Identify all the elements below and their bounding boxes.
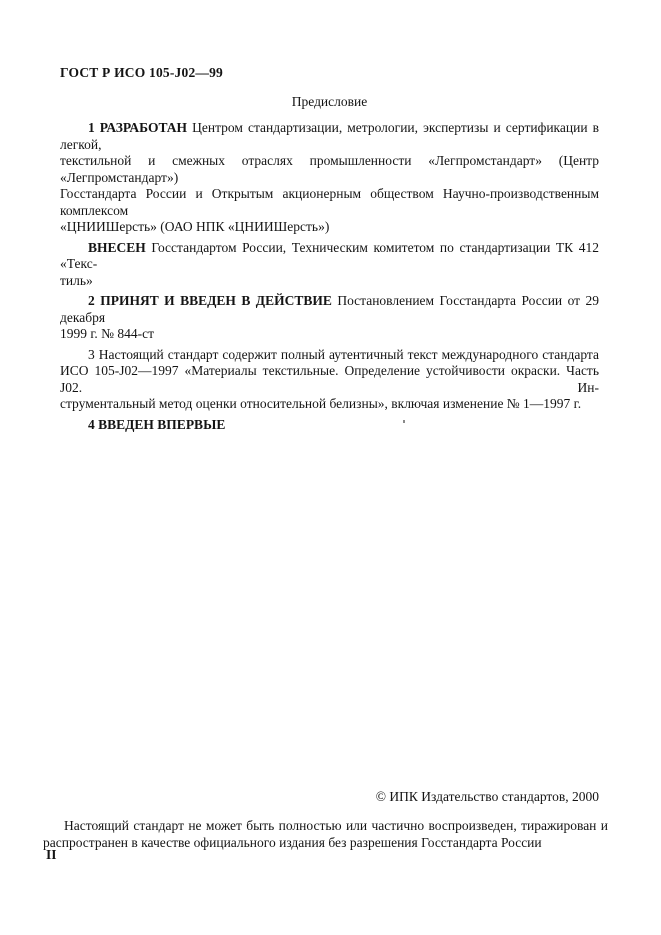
restriction-notice	[43, 818, 608, 851]
text-line	[60, 417, 599, 434]
text-line: Настоящий стандарт не может быть полностью или частично воспроизведен, тиражирован и	[64, 818, 608, 833]
text-line: тиль»	[60, 272, 93, 288]
text-line: распространен в качестве официального издания без разрешения Госстандарта России	[43, 834, 542, 850]
preface-content	[60, 120, 599, 433]
clause-lead: 4 ВВЕДЕН ВПЕРВЫЕ	[88, 416, 226, 432]
clause-contains	[60, 347, 599, 413]
text-line: «ЦНИИШерсть» (ОАО НПК «ЦНИИШерсть»)	[60, 219, 330, 234]
document-code: ГОСТ Р ИСО 105-J02—99	[60, 65, 223, 80]
text-line: текстильной и смежных отраслях промышленности «Легпромстандарт» (Центр «Легпромстандарт»)	[60, 153, 599, 185]
text-line	[60, 293, 599, 326]
text-line: 3 Настоящий стандарт содержит полный аутентичный текст международного стандарта	[88, 346, 599, 362]
scan-speck	[403, 420, 405, 423]
clause-lead: ВНЕСЕН	[88, 239, 146, 255]
copyright-line: © ИПК Издательство стандартов, 2000	[375, 789, 599, 804]
text-line	[60, 120, 599, 153]
clause-developed	[60, 120, 599, 236]
clause-lead: 1 РАЗРАБОТАН	[88, 120, 188, 135]
text-run: Центром стандартизации, метрологии, экспертизы и сертификации в легкой,	[60, 120, 599, 152]
page-number: II	[46, 847, 57, 862]
section-title: Предисловие	[291, 94, 368, 109]
clause-lead: 2 ПРИНЯТ И ВВЕДЕН В ДЕЙСТВИЕ	[88, 293, 332, 308]
clause-first-introduced	[60, 417, 599, 434]
clause-adopted	[60, 293, 599, 343]
text-line: ИСО 105-J02—1997 «Материалы текстильные. Определение устойчивости окраски. Часть J02. Ин-	[60, 363, 599, 395]
text-run: Госстандартом России, Техническим комитетом по стандартизации ТК 412 «Текс-	[60, 239, 599, 271]
text-line: струментальный метод оценки относительной белизны», включая изменение № 1—1997 г.	[60, 396, 582, 411]
text-line: Госстандарта России и Открытым акционерным обществом Научно-производственным комплексом	[60, 186, 599, 218]
text-line	[60, 240, 599, 273]
clause-submitted	[60, 240, 599, 290]
text-run: Постановлением Госстандарта России от 29 декабря	[60, 293, 600, 325]
text-line: 1999 г. № 844-ст	[60, 326, 155, 341]
